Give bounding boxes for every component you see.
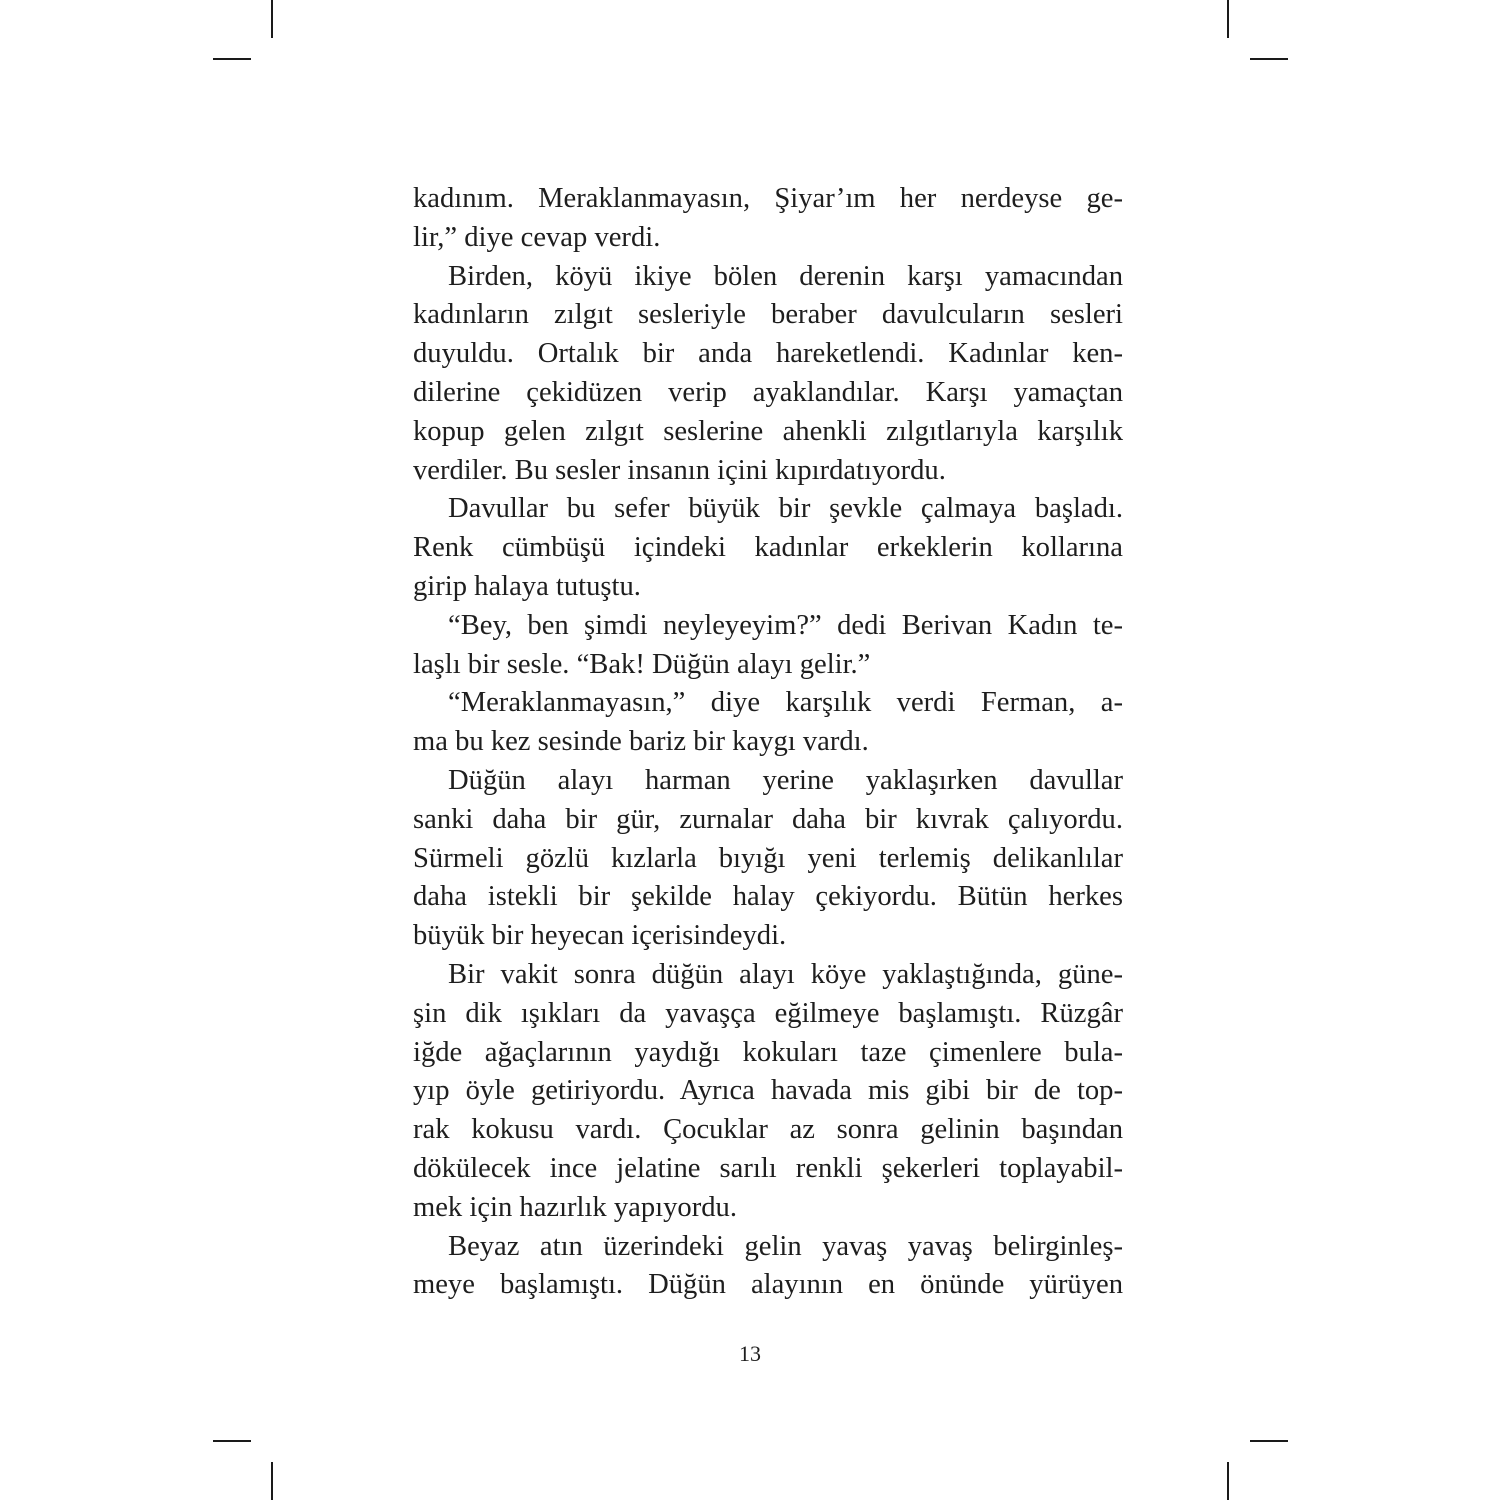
text-line: “Bey, ben şimdi neyleyeyim?” dedi Berivan Kadın te- xyxy=(448,609,1123,641)
text-line: Düğün alayı harman yerine yaklaşırken davullar xyxy=(448,764,1123,796)
text-line: yıp öyle getiriyordu. Ayrıca havada mis gibi bir de top- xyxy=(413,1075,1123,1107)
body-text xyxy=(413,180,1123,1305)
text-line: daha istekli bir şekilde halay çekiyordu. Bütün herkes xyxy=(413,881,1123,913)
text-line: lir,” diye cevap verdi. xyxy=(413,221,661,253)
crop-mark-bottom-left-vertical xyxy=(271,1462,273,1500)
text-line: iğde ağaçlarının yaydığı kokuları taze çimenlere bula- xyxy=(413,1036,1123,1068)
text-line: duyuldu. Ortalık bir anda hareketlendi. Kadınlar ken- xyxy=(413,338,1123,370)
text-line: Renk cümbüşü içindeki kadınlar erkeklerin kollarına xyxy=(413,532,1123,564)
crop-mark-top-left-vertical xyxy=(271,0,273,38)
text-line: dökülecek ince jelatine sarılı renkli şekerleri toplayabil- xyxy=(413,1152,1123,1184)
text-line: dilerine çekidüzen verip ayaklandılar. Karşı yamaçtan xyxy=(413,376,1123,408)
text-line: Sürmeli gözlü kızlarla bıyığı yeni terlemiş delikanlılar xyxy=(413,842,1123,874)
text-line: “Meraklanmayasın,” diye karşılık verdi Ferman, a- xyxy=(448,687,1123,719)
crop-mark-top-left-horizontal xyxy=(213,58,251,60)
crop-mark-bottom-left-horizontal xyxy=(213,1440,251,1442)
text-line: girip halaya tutuştu. xyxy=(413,570,641,602)
text-line: Beyaz atın üzerindeki gelin yavaş yavaş belirginleş- xyxy=(448,1230,1123,1262)
crop-mark-top-right-vertical xyxy=(1227,0,1229,38)
text-line: şin dik ışıkları da yavaşça eğilmeye başlamıştı. Rüzgâr xyxy=(413,997,1123,1029)
crop-mark-bottom-right-horizontal xyxy=(1250,1440,1288,1442)
text-line: Bir vakit sonra düğün alayı köye yaklaştığında, güne- xyxy=(448,958,1123,990)
text-line: kadınların zılgıt sesleriyle beraber davulcuların sesleri xyxy=(413,299,1123,331)
text-line: mek için hazırlık yapıyordu. xyxy=(413,1191,737,1223)
text-line: kadınım. Meraklanmayasın, Şiyar’ım her nerdeyse ge- xyxy=(413,183,1123,214)
text-line: Davullar bu sefer büyük bir şevkle çalmaya başladı. xyxy=(448,493,1123,525)
text-line: laşlı bir sesle. “Bak! Düğün alayı gelir.” xyxy=(413,648,871,680)
crop-mark-bottom-right-vertical xyxy=(1227,1462,1229,1500)
page-number: 13 xyxy=(739,1341,761,1366)
text-line: Birden, köyü ikiye bölen derenin karşı yamacından xyxy=(448,260,1123,292)
text-line: meye başlamıştı. Düğün alayının en önünde yürüyen xyxy=(413,1269,1123,1301)
text-line: kopup gelen zılgıt seslerine ahenkli zılgıtlarıyla karşılık xyxy=(413,415,1123,447)
text-line: sanki daha bir gür, zurnalar daha bir kıvrak çalıyordu. xyxy=(413,803,1123,835)
crop-mark-top-right-horizontal xyxy=(1250,58,1288,60)
text-line: rak kokusu vardı. Çocuklar az sonra gelinin başından xyxy=(413,1114,1123,1146)
text-line: ma bu kez sesinde bariz bir kaygı vardı. xyxy=(413,726,869,758)
text-line: büyük bir heyecan içerisindeydi. xyxy=(413,920,787,952)
text-line: verdiler. Bu sesler insanın içini kıpırdatıyordu. xyxy=(413,454,946,486)
